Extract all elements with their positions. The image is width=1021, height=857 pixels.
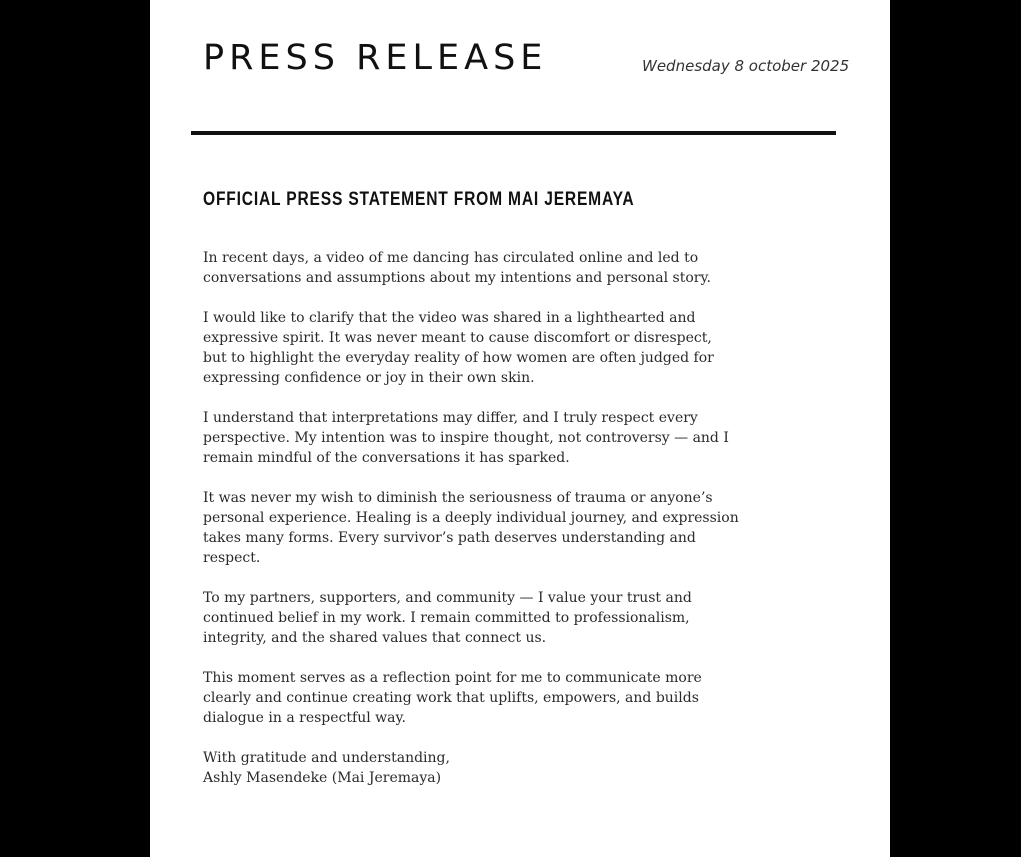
text-line: conversations and assumptions about my intentions and personal story. [203, 270, 711, 286]
page-title: PRESS RELEASE [203, 38, 548, 78]
text-line: takes many forms. Every survivor’s path deserves understanding and [203, 530, 696, 546]
paragraph-4 [203, 488, 843, 568]
release-date: Wednesday 8 october 2025 [642, 57, 850, 75]
header-divider [191, 131, 836, 135]
signoff [203, 748, 843, 788]
text-line: To my partners, supporters, and community — I value your trust and [203, 590, 692, 606]
text-line: but to highlight the everyday reality of how women are often judged for [203, 350, 714, 366]
statement-heading: OFFICIAL PRESS STATEMENT FROM MAI JEREMAYA [203, 189, 635, 210]
text-line: remain mindful of the conversations it has sparked. [203, 450, 570, 466]
text-line: I would like to clarify that the video was shared in a lighthearted and [203, 310, 696, 326]
text-line: expressive spirit. It was never meant to cause discomfort or disrespect, [203, 330, 712, 346]
signoff-name: Ashly Masendeke (Mai Jeremaya) [203, 770, 442, 786]
text-line: I understand that interpretations may differ, and I truly respect every [203, 410, 698, 426]
signoff-closing: With gratitude and understanding, [203, 750, 450, 766]
text-line: In recent days, a video of me dancing has circulated online and led to [203, 250, 699, 266]
paragraph-3 [203, 408, 843, 468]
paragraph-5 [203, 588, 843, 648]
text-line: continued belief in my work. I remain committed to professionalism, [203, 610, 690, 626]
paragraph-1 [203, 248, 843, 288]
text-line: clearly and continue creating work that uplifts, empowers, and builds [203, 690, 699, 706]
paragraph-6 [203, 668, 843, 728]
text-line: dialogue in a respectful way. [203, 710, 406, 726]
text-line: This moment serves as a reflection point for me to communicate more [203, 670, 702, 686]
press-release-page [150, 0, 890, 857]
text-line: personal experience. Healing is a deeply individual journey, and expression [203, 510, 739, 526]
paragraph-2 [203, 308, 843, 388]
text-line: perspective. My intention was to inspire thought, not controversy — and I [203, 430, 729, 446]
text-line: respect. [203, 550, 261, 566]
text-line: It was never my wish to diminish the seriousness of trauma or anyone’s [203, 490, 713, 506]
statement-body [203, 248, 843, 788]
text-line: expressing confidence or joy in their own skin. [203, 370, 535, 386]
text-line: integrity, and the shared values that connect us. [203, 630, 547, 646]
